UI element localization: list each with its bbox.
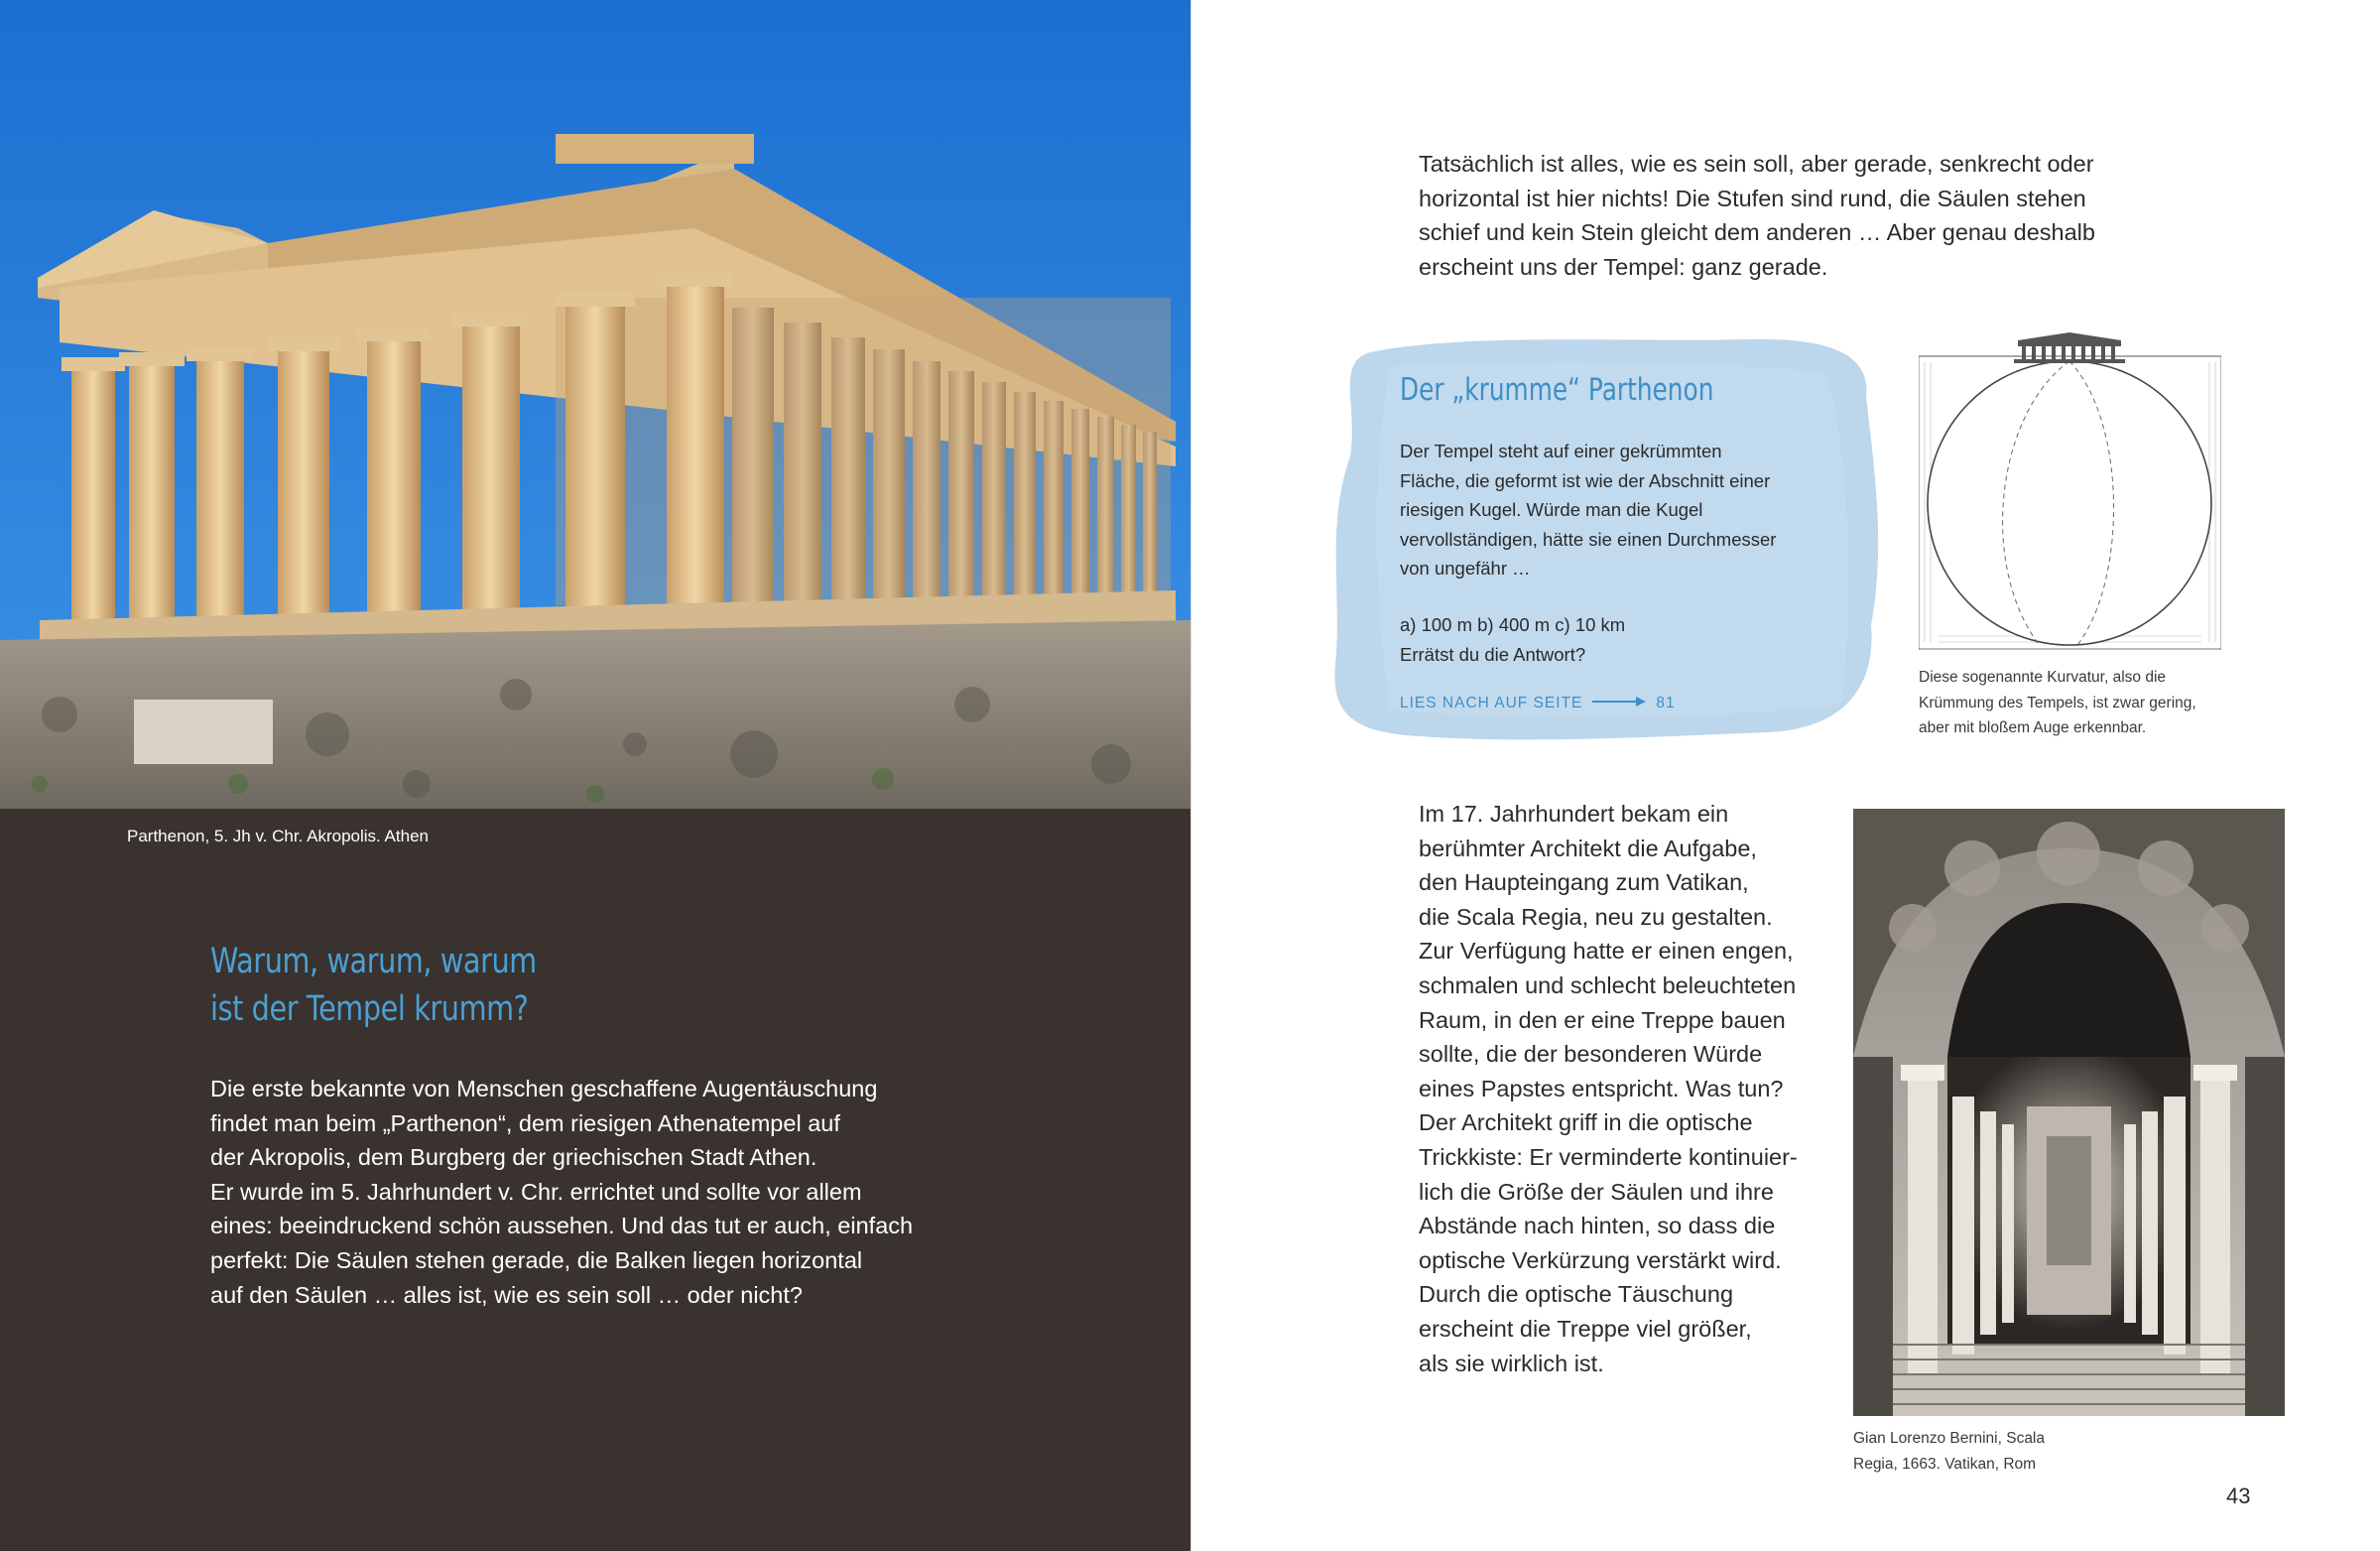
text-line: eines: beeindruckend schön aussehen. Und das tut er auch, einfach bbox=[210, 1213, 914, 1239]
heading-line: ist der Tempel krumm? bbox=[210, 989, 529, 1029]
answer-options: a) 100 m b) 400 m c) 10 km bbox=[1400, 614, 1626, 635]
text-line: Die erste bekannte von Menschen geschaffene Augentäuschung bbox=[210, 1076, 878, 1101]
text-line: lich die Größe der Säulen und ihre bbox=[1419, 1178, 1774, 1205]
quiz-answers bbox=[1400, 610, 1625, 669]
text-line: Tatsächlich ist alles, wie es sein soll, aber gerade, senkrecht oder bbox=[1419, 151, 2094, 177]
text-line: schief und kein Stein gleicht dem anderen … Aber genau deshalb bbox=[1419, 219, 2095, 246]
text-line: Im 17. Jahrhundert bekam ein bbox=[1419, 801, 1729, 827]
caption-line: Gian Lorenzo Bernini, Scala bbox=[1853, 1430, 2046, 1447]
text-line: von ungefähr … bbox=[1400, 558, 1531, 579]
text-line: erscheint die Treppe viel größer, bbox=[1419, 1315, 1752, 1342]
caption-line: Regia, 1663. Vatikan, Rom bbox=[1853, 1455, 2037, 1473]
text-line: optische Verkürzung verstärkt wird. bbox=[1419, 1246, 1782, 1273]
text-line: die Scala Regia, neu zu gestalten. bbox=[1419, 903, 1773, 930]
text-line: Der Tempel steht auf einer gekrümmten bbox=[1400, 441, 1722, 461]
text-line: Der Architekt griff in die optische bbox=[1419, 1109, 1753, 1136]
text-line: riesigen Kugel. Würde man die Kugel bbox=[1400, 499, 1703, 520]
text-line: Raum, in den er eine Treppe bauen bbox=[1419, 1006, 1786, 1033]
page-reference-link[interactable] bbox=[1400, 695, 1676, 712]
parthenon-photo bbox=[0, 0, 1190, 809]
section-heading bbox=[210, 938, 537, 1033]
text-line: schmalen und schlecht beleuchteten bbox=[1419, 971, 1797, 998]
photo-caption: Parthenon, 5. Jh v. Chr. Akropolis. Athen bbox=[127, 827, 429, 845]
caption-line: Krümmung des Tempels, ist zwar gering, bbox=[1919, 694, 2196, 711]
link-page-number: 81 bbox=[1656, 695, 1676, 711]
intro-paragraph bbox=[210, 1072, 964, 1312]
answer-prompt: Errätst du die Antwort? bbox=[1400, 643, 1586, 665]
text-line: perfekt: Die Säulen stehen gerade, die Balken liegen horizontal bbox=[210, 1246, 863, 1273]
quiz-title: Der „krumme“ Parthenon bbox=[1400, 372, 1714, 408]
text-line: eines Papstes entspricht. Was tun? bbox=[1419, 1075, 1784, 1101]
text-line: erscheint uns der Tempel: ganz gerade. bbox=[1419, 253, 1828, 280]
link-label: LIES NACH AUF SEITE bbox=[1400, 695, 1583, 711]
sphere-caption bbox=[1919, 665, 2236, 741]
caption-line: Diese sogenannte Kurvatur, also die bbox=[1919, 669, 2167, 686]
text-line: vervollständigen, hätte sie einen Durchmesser bbox=[1400, 528, 1777, 550]
scala-regia-photo bbox=[1853, 809, 2285, 1416]
text-line: Zur Verfügung hatte er einen engen, bbox=[1419, 938, 1794, 965]
text-line: auf den Säulen … alles ist, wie es sein soll … oder nicht? bbox=[210, 1281, 803, 1308]
text-line: der Akropolis, dem Burgberg der griechischen Stadt Athen. bbox=[210, 1144, 817, 1171]
text-line: berühmter Architekt die Aufgabe, bbox=[1419, 835, 1757, 861]
heading-line: Warum, warum, warum bbox=[210, 942, 537, 981]
right-page bbox=[1190, 0, 2380, 1551]
text-line: Durch die optische Täuschung bbox=[1419, 1281, 1734, 1308]
quiz-question bbox=[1400, 437, 1866, 583]
text-line: Er wurde im 5. Jahrhundert v. Chr. errichtet und sollte vor allem bbox=[210, 1178, 862, 1205]
text-line: den Haupteingang zum Vatikan, bbox=[1419, 869, 1749, 896]
caption-line: aber mit bloßem Auge erkennbar. bbox=[1919, 719, 2147, 736]
text-line: sollte, die der besonderen Würde bbox=[1419, 1041, 1763, 1068]
text-line: als sie wirklich ist. bbox=[1419, 1350, 1604, 1376]
text-line: Trickkiste: Er verminderte kontinuier- bbox=[1419, 1143, 1798, 1170]
arrow-right-icon bbox=[1592, 695, 1646, 712]
text-line: Abstände nach hinten, so dass die bbox=[1419, 1213, 1776, 1239]
scala-regia-paragraph bbox=[1419, 797, 1845, 1380]
right-intro-paragraph bbox=[1419, 147, 2133, 284]
quiz-box bbox=[1330, 327, 1896, 744]
text-line: findet man beim „Parthenon“, dem riesigen Athenatempel auf bbox=[210, 1109, 840, 1136]
page-number: 43 bbox=[2226, 1484, 2251, 1508]
text-line: horizontal ist hier nichts! Die Stufen sind rund, die Säulen stehen bbox=[1419, 185, 2086, 211]
scala-caption bbox=[1853, 1426, 2045, 1477]
text-line: Fläche, die geformt ist wie der Abschnitt einer bbox=[1400, 469, 1771, 491]
sphere-illustration bbox=[1919, 332, 2221, 650]
